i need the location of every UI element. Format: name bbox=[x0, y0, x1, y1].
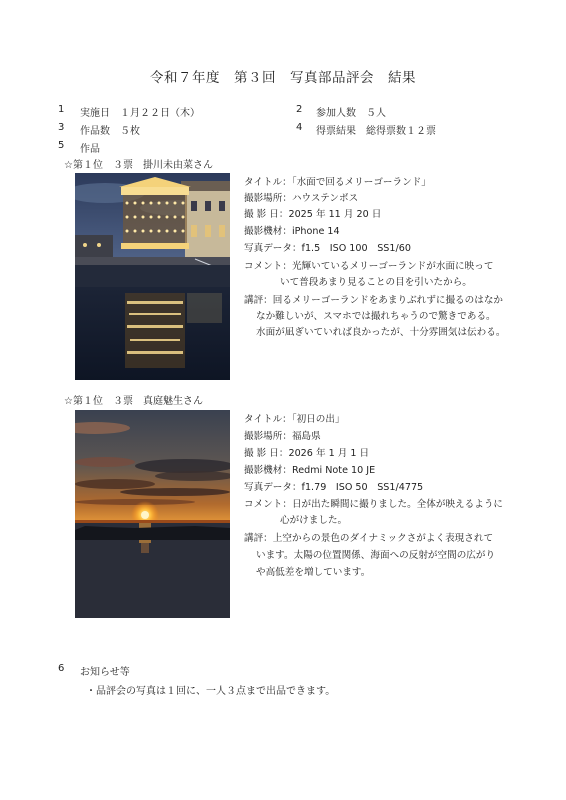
item-number-3: 3 bbox=[58, 122, 65, 133]
participant-count: 参加人数 ５人 bbox=[316, 108, 386, 119]
page-title: 令和７年度 第３回 写真部品評会 結果 bbox=[150, 70, 416, 86]
entry-2-title: タイトル：「初日の出」 bbox=[244, 414, 345, 425]
notice-heading: お知らせ等 bbox=[80, 667, 130, 678]
entry-2-location: 撮影場所：福島県 bbox=[244, 431, 321, 442]
vote-result: 得票結果 総得票数１２票 bbox=[316, 126, 436, 137]
entry-1-date: 撮 影 日：2025 年 11 月 20 日 bbox=[244, 209, 382, 220]
entry-1-photo-data: 写真データ：f1.5 ISO 100 SS1/60 bbox=[244, 243, 411, 254]
entry-2-review-line3: や高低差を増しています。 bbox=[256, 567, 371, 578]
entry-2-photo-data: 写真データ：f1.79 ISO 50 SS1/4775 bbox=[244, 482, 424, 493]
work-count: 作品数 ５枚 bbox=[80, 126, 140, 137]
entry-2-review-line1: 講評：上空からの景色のダイナミックさがよく表現されて bbox=[244, 533, 494, 544]
sunrise-photo-icon bbox=[75, 410, 230, 618]
entry-1-review-line2: なか難しいが、スマホでは撮れちゃうので驚きである。 bbox=[256, 311, 496, 322]
entry-2-date: 撮 影 日：2026 年 1 月 1 日 bbox=[244, 448, 370, 459]
entry-2-comment-line2: 心がけました。 bbox=[280, 515, 348, 526]
carousel-photo bbox=[75, 173, 230, 380]
entry-2-device: 撮影機材：Redmi Note 10 JE bbox=[244, 465, 376, 476]
entry-1-comment-line2: いて普段あまり見ることの目を引いたから。 bbox=[280, 277, 472, 288]
item-number-5: 5 bbox=[58, 140, 65, 151]
sunrise-photo bbox=[75, 410, 230, 618]
entry-1-title: タイトル：「水面で回るメリーゴーランド」 bbox=[244, 177, 431, 188]
notice-bullet: ・品評会の写真は１回に、一人３点まで出品できます。 bbox=[86, 686, 336, 697]
item-number-1: 1 bbox=[58, 104, 65, 115]
works-heading: 作品 bbox=[80, 144, 100, 155]
entry-1-location: 撮影場所：ハウステンボス bbox=[244, 193, 359, 204]
carousel-photo-icon bbox=[75, 173, 230, 380]
implementation-date: 実施日 １月２２日（木） bbox=[80, 108, 200, 119]
entry-2-review-line2: います。太陽の位置関係、海面への反射が空間の広がり bbox=[256, 550, 496, 561]
entry-2-comment-line1: コメント：日が出た瞬間に撮りました。全体が映えるように bbox=[244, 499, 504, 510]
entry-1-review-line1: 講評：回るメリーゴーランドをあまりぶれずに撮るのはなか bbox=[244, 295, 504, 306]
item-number-6: 6 bbox=[58, 663, 65, 674]
entry-1-comment-line1: コメント：光輝いているメリーゴーランドが水面に映って bbox=[244, 261, 494, 272]
item-number-4: 4 bbox=[296, 122, 303, 133]
entry-2-heading: ☆第１位 ３票 真庭魅生さん bbox=[64, 396, 203, 407]
entry-1-device: 撮影機材：iPhone 14 bbox=[244, 226, 340, 237]
entry-1-review-line3: 水面が凪ぎいていれば良かったが、十分雰囲気は伝わる。 bbox=[256, 327, 506, 338]
item-number-2: 2 bbox=[296, 104, 303, 115]
entry-1-heading: ☆第１位 ３票 掛川未由菜さん bbox=[64, 160, 213, 171]
